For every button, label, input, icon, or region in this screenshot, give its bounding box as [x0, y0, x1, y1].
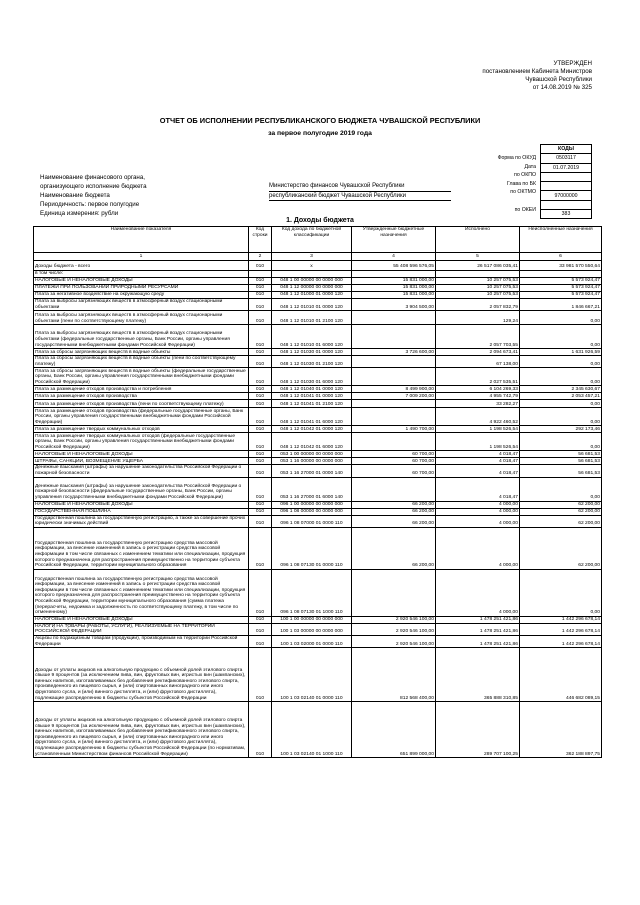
- header-approved: Утвержденные бюджетные назначения: [352, 227, 436, 253]
- row-remain: 62 200,00: [520, 501, 602, 508]
- row-name: ПЛАТЕЖИ ПРИ ПОЛЬЗОВАНИИ ПРИРОДНЫМИ РЕСУРСАМИ: [34, 285, 249, 292]
- row-approved: [352, 433, 436, 451]
- row-line-code: 010: [249, 356, 272, 368]
- code-label: по ОКТМО: [510, 189, 536, 196]
- row-approved: 2 920 546 100,00: [352, 616, 436, 623]
- table-row: [34, 426, 602, 433]
- row-approved: [352, 477, 436, 501]
- table-row: [34, 616, 602, 623]
- row-line-code: 010: [249, 501, 272, 508]
- table-row: [34, 356, 602, 368]
- table-row: [34, 408, 602, 426]
- section-title: 1. Доходы бюджета: [286, 217, 354, 224]
- row-done: 6 104 269,33: [436, 386, 520, 393]
- table-row: [34, 311, 602, 325]
- row-income-code: 096 1 08 07130 01 0000 110: [272, 527, 352, 569]
- row-remain: 62 200,00: [520, 508, 602, 515]
- row-line-code: 010: [249, 702, 272, 758]
- table-row: [34, 292, 602, 299]
- table-row: [34, 261, 602, 271]
- row-name: Плата за размещение твердых коммунальных отходов: [34, 426, 249, 433]
- row-remain: 292 173,46: [520, 426, 602, 433]
- code-label: Глава по БК: [506, 180, 536, 187]
- row-name: Плата за размещение отходов производства (федеральные государственные органы, Банк России, органы управления государственными внебюджетными фондами Российской Федерации): [34, 408, 249, 426]
- code-value: [541, 200, 592, 209]
- table-row: [34, 285, 602, 292]
- row-name: Плата за размещение отходов производства и потребления: [34, 386, 249, 393]
- row-approved: 3 726 600,00: [352, 349, 436, 356]
- income-table: [33, 226, 602, 758]
- row-line-code: 010: [249, 261, 272, 271]
- row-approved: 66 200,00: [352, 515, 436, 527]
- code-label: [476, 197, 538, 206]
- codes-header: КОДЫ: [541, 145, 592, 154]
- row-done: 26 517 086 035,41: [436, 261, 520, 271]
- row-approved: 15 831 000,00: [352, 292, 436, 299]
- row-done: 4 018,47: [436, 458, 520, 465]
- report-subtitle: за первое полугодие 2019 года: [268, 130, 372, 137]
- table-row: [34, 477, 602, 501]
- approval-line: постановлением Кабинета Министров: [482, 68, 592, 75]
- row-done: 4 018,47: [436, 451, 520, 458]
- table-row: [34, 368, 602, 386]
- row-done: 4 000,00: [436, 515, 520, 527]
- row-done: 365 888 310,85: [436, 648, 520, 702]
- codes-table: [540, 144, 592, 219]
- row-income-code: 048 1 12 01042 01 0000 120: [272, 426, 352, 433]
- table-row: [34, 569, 602, 616]
- row-line-code: 010: [249, 635, 272, 647]
- row-income-code: 053 1 16 00000 00 0000 000: [272, 458, 352, 465]
- header-name: Наименование показателя: [34, 227, 249, 253]
- row-approved: 60 700,00: [352, 458, 436, 465]
- table-row: [34, 451, 602, 458]
- row-done: 33 282,27: [436, 400, 520, 408]
- row-line-code: 010: [249, 311, 272, 325]
- row-remain: 0,00: [520, 311, 602, 325]
- approval-line: УТВЕРЖДЕН: [553, 60, 592, 67]
- row-done: 4 000,00: [436, 527, 520, 569]
- row-income-code: x: [272, 261, 352, 271]
- approval-line: Чувашской Республики: [525, 76, 592, 83]
- row-line-code: 010: [249, 400, 272, 408]
- row-done: 1 478 251 421,86: [436, 635, 520, 647]
- row-approved: 1 490 700,00: [352, 426, 436, 433]
- row-line-code: 010: [249, 325, 272, 349]
- row-done: 4 000,00: [436, 569, 520, 616]
- row-done: 4 000,00: [436, 508, 520, 515]
- table-row: [34, 433, 602, 451]
- row-done: 4 018,47: [436, 477, 520, 501]
- row-remain: 0,00: [520, 433, 602, 451]
- index-cell: 3: [272, 253, 352, 261]
- row-line-code: 010: [249, 386, 272, 393]
- row-income-code: [272, 271, 352, 278]
- row-done: [436, 271, 520, 278]
- row-line-code: 010: [249, 508, 272, 515]
- row-remain: 2 053 457,21: [520, 393, 602, 400]
- row-approved: 2 920 546 100,00: [352, 623, 436, 635]
- row-remain: 0,00: [520, 400, 602, 408]
- row-name: Плата за выбросы загрязняющих веществ в атмосферный воздух стационарными объектами (пени по соответствующему платежу): [34, 311, 249, 325]
- row-remain: 1 442 296 678,14: [520, 623, 602, 635]
- row-line-code: 010: [249, 623, 272, 635]
- row-remain: 1 631 926,59: [520, 349, 602, 356]
- row-approved: 651 899 000,00: [352, 702, 436, 758]
- index-cell: 1: [34, 253, 249, 261]
- row-income-code: 048 1 00 00000 00 0000 000: [272, 278, 352, 285]
- row-remain: 62 200,00: [520, 527, 602, 569]
- income-rows: [34, 261, 602, 758]
- table-row: [34, 508, 602, 515]
- code-label: Дата: [524, 163, 536, 170]
- row-approved: [352, 325, 436, 349]
- row-line-code: 010: [249, 299, 272, 311]
- index-cell: 4: [352, 253, 436, 261]
- table-row: [34, 527, 602, 569]
- table-row: [34, 386, 602, 393]
- row-remain: 0,00: [520, 356, 602, 368]
- row-name: Доходы бюджета - всего: [34, 261, 249, 271]
- row-remain: 0,00: [520, 477, 602, 501]
- row-income-code: 048 1 12 01041 01 0000 120: [272, 393, 352, 400]
- row-income-code: 048 1 12 01000 01 0000 120: [272, 292, 352, 299]
- table-row: [34, 400, 602, 408]
- table-row: [34, 458, 602, 465]
- row-income-code: 053 1 16 27000 01 0000 140: [272, 465, 352, 477]
- row-line-code: 010: [249, 393, 272, 400]
- row-name: Плата за негативное воздействие на окружающую среду: [34, 292, 249, 299]
- row-name: в том числе:: [34, 271, 249, 278]
- row-done: 2 094 673,41: [436, 349, 520, 356]
- report-title: ОТЧЕТ ОБ ИСПОЛНЕНИИ РЕСПУБЛИКАНСКОГО БЮДЖЕТА ЧУВАШСКОЙ РЕСПУБЛИКИ: [159, 116, 481, 125]
- row-name: НАЛОГОВЫЕ И НЕНАЛОГОВЫЕ ДОХОДЫ: [34, 501, 249, 508]
- meta-value: республиканский бюджет Чувашской Республики: [269, 192, 451, 202]
- row-done: 10 257 075,53: [436, 285, 520, 292]
- header-done: Исполнено: [436, 227, 520, 253]
- row-name: Денежные взыскания (штрафы) за нарушение законодательства Российской Федерации о пожарной безопасности (федеральные государственные органы, Банк России, органы управления государственными внебюджетными фондами Российской Федерации): [34, 477, 249, 501]
- row-done: 4 922 460,52: [436, 408, 520, 426]
- index-cell: 5: [436, 253, 520, 261]
- table-row: [34, 702, 602, 758]
- row-remain: 62 200,00: [520, 515, 602, 527]
- row-approved: 2 920 546 100,00: [352, 635, 436, 647]
- code-value: 0503117: [541, 154, 592, 163]
- row-line-code: 010: [249, 527, 272, 569]
- row-name: Плата за размещение отходов производства: [34, 393, 249, 400]
- header-line: Код строки: [249, 227, 272, 253]
- code-value: 01.07.2019: [541, 163, 592, 172]
- row-income-code: 048 1 12 01041 01 2100 120: [272, 400, 352, 408]
- row-done: 1 198 526,54: [436, 426, 520, 433]
- row-approved: 66 200,00: [352, 527, 436, 569]
- row-income-code: 048 1 12 01010 01 6000 120: [272, 325, 352, 349]
- row-line-code: 010: [249, 349, 272, 356]
- row-income-code: 096 1 08 00000 00 0000 000: [272, 508, 352, 515]
- row-done: 289 707 100,25: [436, 702, 520, 758]
- table-row: [34, 349, 602, 356]
- row-name: Акцизы по подакцизным товарам (продукции), производимым на территории Российской Федерации: [34, 635, 249, 647]
- row-approved: 8 499 900,00: [352, 386, 436, 393]
- row-approved: [352, 311, 436, 325]
- row-line-code: 010: [249, 515, 272, 527]
- row-line-code: 010: [249, 285, 272, 292]
- row-remain: 1 846 667,21: [520, 299, 602, 311]
- row-remain: 2 345 630,67: [520, 386, 602, 393]
- row-remain: 5 573 924,47: [520, 285, 602, 292]
- index-cell: 2: [249, 253, 272, 261]
- row-line-code: 010: [249, 477, 272, 501]
- row-income-code: 053 1 16 27000 01 6000 140: [272, 477, 352, 501]
- row-done: 67 138,00: [436, 356, 520, 368]
- row-income-code: 048 1 12 01030 01 0000 120: [272, 349, 352, 356]
- row-done: 4 018,47: [436, 465, 520, 477]
- row-remain: 56 681,53: [520, 451, 602, 458]
- table-row: [34, 271, 602, 278]
- row-done: 2 057 703,55: [436, 325, 520, 349]
- row-approved: 66 200,00: [352, 508, 436, 515]
- row-approved: 66 200,00: [352, 501, 436, 508]
- row-remain: [520, 271, 602, 278]
- meta-label: организующего исполнение бюджета: [40, 183, 147, 190]
- row-name: Плата за сбросы загрязняющих веществ в водные объекты: [34, 349, 249, 356]
- row-remain: 33 981 570 550,64: [520, 261, 602, 271]
- row-remain: 446 682 089,15: [520, 648, 602, 702]
- row-name: Плата за размещение отходов производства (пени по соответствующему платежу): [34, 400, 249, 408]
- row-line-code: 010: [249, 648, 272, 702]
- row-income-code: 100 1 03 02140 01 1000 110: [272, 702, 352, 758]
- meta-label: Единица измерения: рубли: [40, 210, 119, 217]
- row-approved: 7 009 200,00: [352, 393, 436, 400]
- row-line-code: [249, 271, 272, 278]
- row-income-code: 096 1 08 07000 01 0000 110: [272, 515, 352, 527]
- row-done: 10 257 075,53: [436, 292, 520, 299]
- table-row: [34, 325, 602, 349]
- row-remain: 362 188 897,75: [520, 702, 602, 758]
- row-income-code: 048 1 12 01041 01 6000 120: [272, 408, 352, 426]
- meta-value: Министерство финансов Чувашской Республики: [269, 182, 451, 192]
- table-row: [34, 501, 602, 508]
- row-name: ШТРАФЫ, САНКЦИИ, ВОЗМЕЩЕНИЕ УЩЕРБА: [34, 458, 249, 465]
- row-income-code: 048 1 12 01030 01 2100 120: [272, 356, 352, 368]
- meta-labels: [40, 173, 147, 218]
- row-remain: 0,00: [520, 368, 602, 386]
- row-income-code: 100 1 03 02140 01 0000 110: [272, 648, 352, 702]
- meta-label: Наименование бюджета: [40, 192, 110, 199]
- row-approved: [352, 271, 436, 278]
- row-name: Плата за сбросы загрязняющих веществ в водные объекты (пени по соответствующему платежу): [34, 356, 249, 368]
- row-remain: 56 681,53: [520, 458, 602, 465]
- row-income-code: 048 1 12 01040 01 0000 120: [272, 386, 352, 393]
- row-line-code: 010: [249, 433, 272, 451]
- row-approved: [352, 400, 436, 408]
- row-line-code: 010: [249, 426, 272, 433]
- row-done: 10 257 075,53: [436, 278, 520, 285]
- row-remain: 5 573 924,47: [520, 292, 602, 299]
- table-row: [34, 515, 602, 527]
- code-value: [541, 172, 592, 181]
- row-approved: 60 700,00: [352, 465, 436, 477]
- row-line-code: 010: [249, 278, 272, 285]
- row-done: 4 955 742,79: [436, 393, 520, 400]
- row-approved: 3 904 500,00: [352, 299, 436, 311]
- row-approved: [352, 368, 436, 386]
- row-line-code: 010: [249, 292, 272, 299]
- row-approved: 15 831 000,00: [352, 278, 436, 285]
- row-name: Денежные взыскания (штрафы) за нарушение законодательства Российской Федерации о пожарной безопасности: [34, 465, 249, 477]
- row-income-code: 048 1 12 01010 01 0000 120: [272, 299, 352, 311]
- row-name: Государственная пошлина за государственную регистрацию средства массовой информации, за внесение изменений в запись о регистрации средства массовой информации в том числе связанных с изменением тематики или специализации, продукция которого предназначена для распространения преимущественно на территории субъекта Российской Федерации, территории муниципального образования: [34, 527, 249, 569]
- row-done: 1 478 251 421,86: [436, 616, 520, 623]
- row-name: Государственная пошлина за государственную регистрацию средства массовой информации, за внесение изменений в запись о регистрации средства массовой информации в том числе связанных с изменением тематики или специализации, продукция которого предназначена для распространения преимущественно на территории субъекта Российской Федерации, территории муниципального образования (сумма платежа (перерасчеты, недоимка и задолженность по соответствующему платежу, в том числе по отмененному): [34, 569, 249, 616]
- row-name: Плата за выбросы загрязняющих веществ в атмосферный воздух стационарными объектами (федеральные государственные органы, Банк России, органы управления государственными внебюджетными фондами Российской Федерации): [34, 325, 249, 349]
- row-line-code: 010: [249, 616, 272, 623]
- row-line-code: 010: [249, 458, 272, 465]
- header-remain: Неисполненные назначения: [520, 227, 602, 253]
- row-done: 1 478 251 421,86: [436, 623, 520, 635]
- row-remain: 0,00: [520, 325, 602, 349]
- code-label: Форма по ОКУД: [497, 155, 536, 161]
- row-approved: 60 700,00: [352, 451, 436, 458]
- row-remain: 1 442 296 678,14: [520, 635, 602, 647]
- table-row: [34, 465, 602, 477]
- row-remain: 5 573 924,47: [520, 278, 602, 285]
- table-row: [34, 299, 602, 311]
- row-done: 129,24: [436, 311, 520, 325]
- table-row: [34, 623, 602, 635]
- row-done: 2 057 832,79: [436, 299, 520, 311]
- row-name: Доходы от уплаты акцизов на алкогольную продукцию с объемной долей этилового спирта свыше 9 процентов (за исключением пива, вин, фруктовых вин, игристых вин (шампанских), винных напитков, изготавливаемых без добавления ректификованного этилового спирта, произведенного из пищевого сырья, и (или) спиртованных виноградного или иного фруктового сусла, и (или) винного дистиллята, и (или) фруктового дистиллята), подлежащие распределению в бюджеты субъектов Российской Федерации (по нормативам, установленным Министерством финансов Российской Федерации): [34, 702, 249, 758]
- code-labels: [476, 154, 538, 214]
- row-income-code: 048 1 12 01010 01 2100 120: [272, 311, 352, 325]
- row-done: 1 198 526,54: [436, 433, 520, 451]
- row-income-code: 096 1 08 07130 01 1000 110: [272, 569, 352, 616]
- table-row: [34, 278, 602, 285]
- row-approved: [352, 569, 436, 616]
- header-code: Код дохода по бюджетной классификации: [272, 227, 352, 253]
- row-remain: 56 681,53: [520, 465, 602, 477]
- meta-label: Периодичность: первое полугодие: [40, 201, 140, 208]
- approval-line: от 14.08.2019 № 325: [532, 84, 592, 91]
- meta-values: [269, 182, 451, 201]
- approval-block: [440, 60, 592, 92]
- row-name: НАЛОГОВЫЕ И НЕНАЛОГОВЫЕ ДОХОДЫ: [34, 451, 249, 458]
- row-approved: [352, 408, 436, 426]
- row-approved: 812 568 400,00: [352, 648, 436, 702]
- row-name: Плата за размещение твердых коммунальных отходов (федеральные государственные органы, Банк России, органы управления государственными внебюджетными фондами Российской Федерации): [34, 433, 249, 451]
- row-remain: 0,00: [520, 569, 602, 616]
- row-name: Плата за выбросы загрязняющих веществ в атмосферный воздух стационарными объектами: [34, 299, 249, 311]
- row-income-code: 048 1 12 01042 01 6000 120: [272, 433, 352, 451]
- row-name: ГОСУДАРСТВЕННАЯ ПОШЛИНА: [34, 508, 249, 515]
- row-approved: 15 831 000,00: [352, 285, 436, 292]
- row-line-code: 010: [249, 408, 272, 426]
- code-value: 97000000: [541, 191, 592, 200]
- row-income-code: 048 1 12 01030 01 6000 120: [272, 368, 352, 386]
- row-done: 4 000,00: [436, 501, 520, 508]
- row-name: Доходы от уплаты акцизов на алкогольную продукцию с объемной долей этилового спирта свыше 9 процентов (за исключением пива, вин, фруктовых вин, игристых вин (шампанских), винных напитков, изготавливаемых без добавления ректификованного этилового спирта, произведенного из пищевого сырья, и (или) спиртованных виноградного или иного фруктового сусла, и (или) винного дистиллята, и (или) фруктового дистиллята), подлежащие распределению в бюджеты субъектов Российской Федерации: [34, 648, 249, 702]
- row-name: Государственная пошлина за государственную регистрацию, а также за совершение прочих юридически значимых действий: [34, 515, 249, 527]
- row-income-code: 053 1 00 00000 00 0000 000: [272, 451, 352, 458]
- table-row: [34, 393, 602, 400]
- row-income-code: 100 1 00 00000 00 0000 000: [272, 616, 352, 623]
- row-approved: [352, 356, 436, 368]
- row-income-code: 096 1 00 00000 00 0000 000: [272, 501, 352, 508]
- row-name: НАЛОГИ НА ТОВАРЫ (РАБОТЫ, УСЛУГИ), РЕАЛИЗУЕМЫЕ НА ТЕРРИТОРИИ РОССИЙСКОЙ ФЕДЕРАЦИИ: [34, 623, 249, 635]
- row-done: 2 027 535,51: [436, 368, 520, 386]
- row-name: НАЛОГОВЫЕ И НЕНАЛОГОВЫЕ ДОХОДЫ: [34, 278, 249, 285]
- table-row: [34, 635, 602, 647]
- row-income-code: 100 1 03 02000 01 0000 110: [272, 635, 352, 647]
- row-remain: 1 442 296 678,14: [520, 616, 602, 623]
- row-name: НАЛОГОВЫЕ И НЕНАЛОГОВЫЕ ДОХОДЫ: [34, 616, 249, 623]
- code-value: 383: [541, 210, 592, 219]
- row-income-code: 100 1 03 00000 00 0000 000: [272, 623, 352, 635]
- row-line-code: 010: [249, 569, 272, 616]
- row-line-code: 010: [249, 465, 272, 477]
- row-line-code: 010: [249, 368, 272, 386]
- row-remain: 0,00: [520, 408, 602, 426]
- meta-label: Наименование финансового органа,: [40, 174, 145, 181]
- row-line-code: 010: [249, 451, 272, 458]
- table-row: [34, 648, 602, 702]
- code-value: [541, 182, 592, 191]
- code-label: по ОКПО: [514, 172, 536, 179]
- row-name: Плата за сбросы загрязняющих веществ в водные объекты (федеральные государственные органы, Банк России, органы управления государственными внебюджетными фондами Российской Федерации): [34, 368, 249, 386]
- row-approved: 55 408 596 576,05: [352, 261, 436, 271]
- index-cell: 6: [520, 253, 602, 261]
- row-income-code: 048 1 12 00000 00 0000 000: [272, 285, 352, 292]
- code-label: по ОКЕИ: [514, 206, 536, 213]
